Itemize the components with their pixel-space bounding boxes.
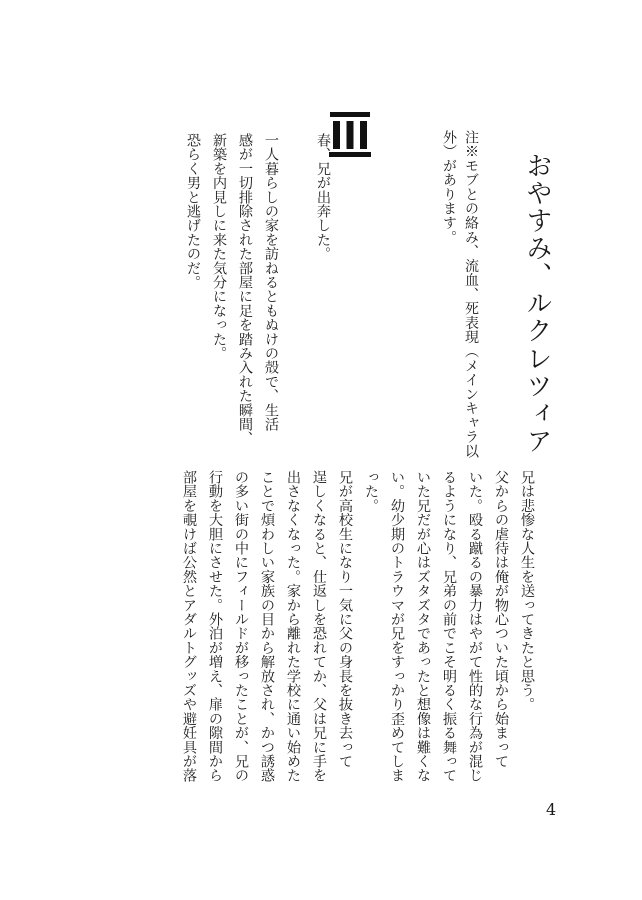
content-warning-note	[438, 130, 482, 458]
text-line: 兄は悲惨な人生を送ってきたと思う。	[519, 470, 535, 712]
text-line: 一人暮らしの家を訪ねるともぬけの殻で、生活	[263, 133, 279, 432]
text-line: 逞しくなると、仕返しを恐れてか、父は兄に手を	[311, 470, 327, 783]
text-line: 父からの虐待は俺が物心ついた頃から始まって	[493, 470, 509, 769]
text-line: 出さなくなった。家から離れた学校に通い始めた	[285, 470, 301, 783]
body-text-upper	[180, 133, 336, 445]
text-line: 感が一切排除された部屋に足を踏み入れた瞬間、	[237, 133, 253, 446]
text-line: った。	[363, 470, 379, 513]
text-line: 春、兄が出奔した。	[315, 133, 331, 261]
text-line: いた。殴る蹴るの暴力はやがて性的な行為が混じ	[467, 470, 483, 783]
note-line: 注※モブとの絡み、流血、死表現（メインキャラ以	[463, 130, 479, 459]
note-line: 外）があります。	[441, 130, 457, 245]
text-line: い。幼少期のトラウマが兄をすっかり歪めてしま	[389, 470, 405, 783]
page-number: 4	[546, 800, 557, 819]
body-text-lower	[176, 470, 540, 782]
blank-line	[284, 133, 310, 445]
text-line: 兄が高校生になり一気に父の身長を抜き去って	[337, 470, 353, 769]
text-line: ことで煩わしい家族の目から解放され、かつ誘惑	[259, 470, 275, 783]
text-line: いた兄だが心はズタズタであったと想像は難くな	[415, 470, 431, 783]
text-line: るようになり、兄弟の前でこそ明るく振る舞って	[441, 470, 457, 783]
chapter-title: おやすみ、ルクレツィア	[522, 152, 552, 456]
text-line: の多い街の中にフィールドが移ったことが、兄の	[233, 470, 249, 783]
text-line: 新築を内見しに来た気分になった。	[211, 133, 227, 361]
text-line: 恐らく男と逃げたのだ。	[185, 133, 201, 290]
text-line: 行動を大胆にさせた。外泊が増え、扉の隙間から	[207, 470, 223, 783]
text-line: 部屋を覗けば公然とアダルトグッズや避妊具が落	[181, 470, 197, 783]
